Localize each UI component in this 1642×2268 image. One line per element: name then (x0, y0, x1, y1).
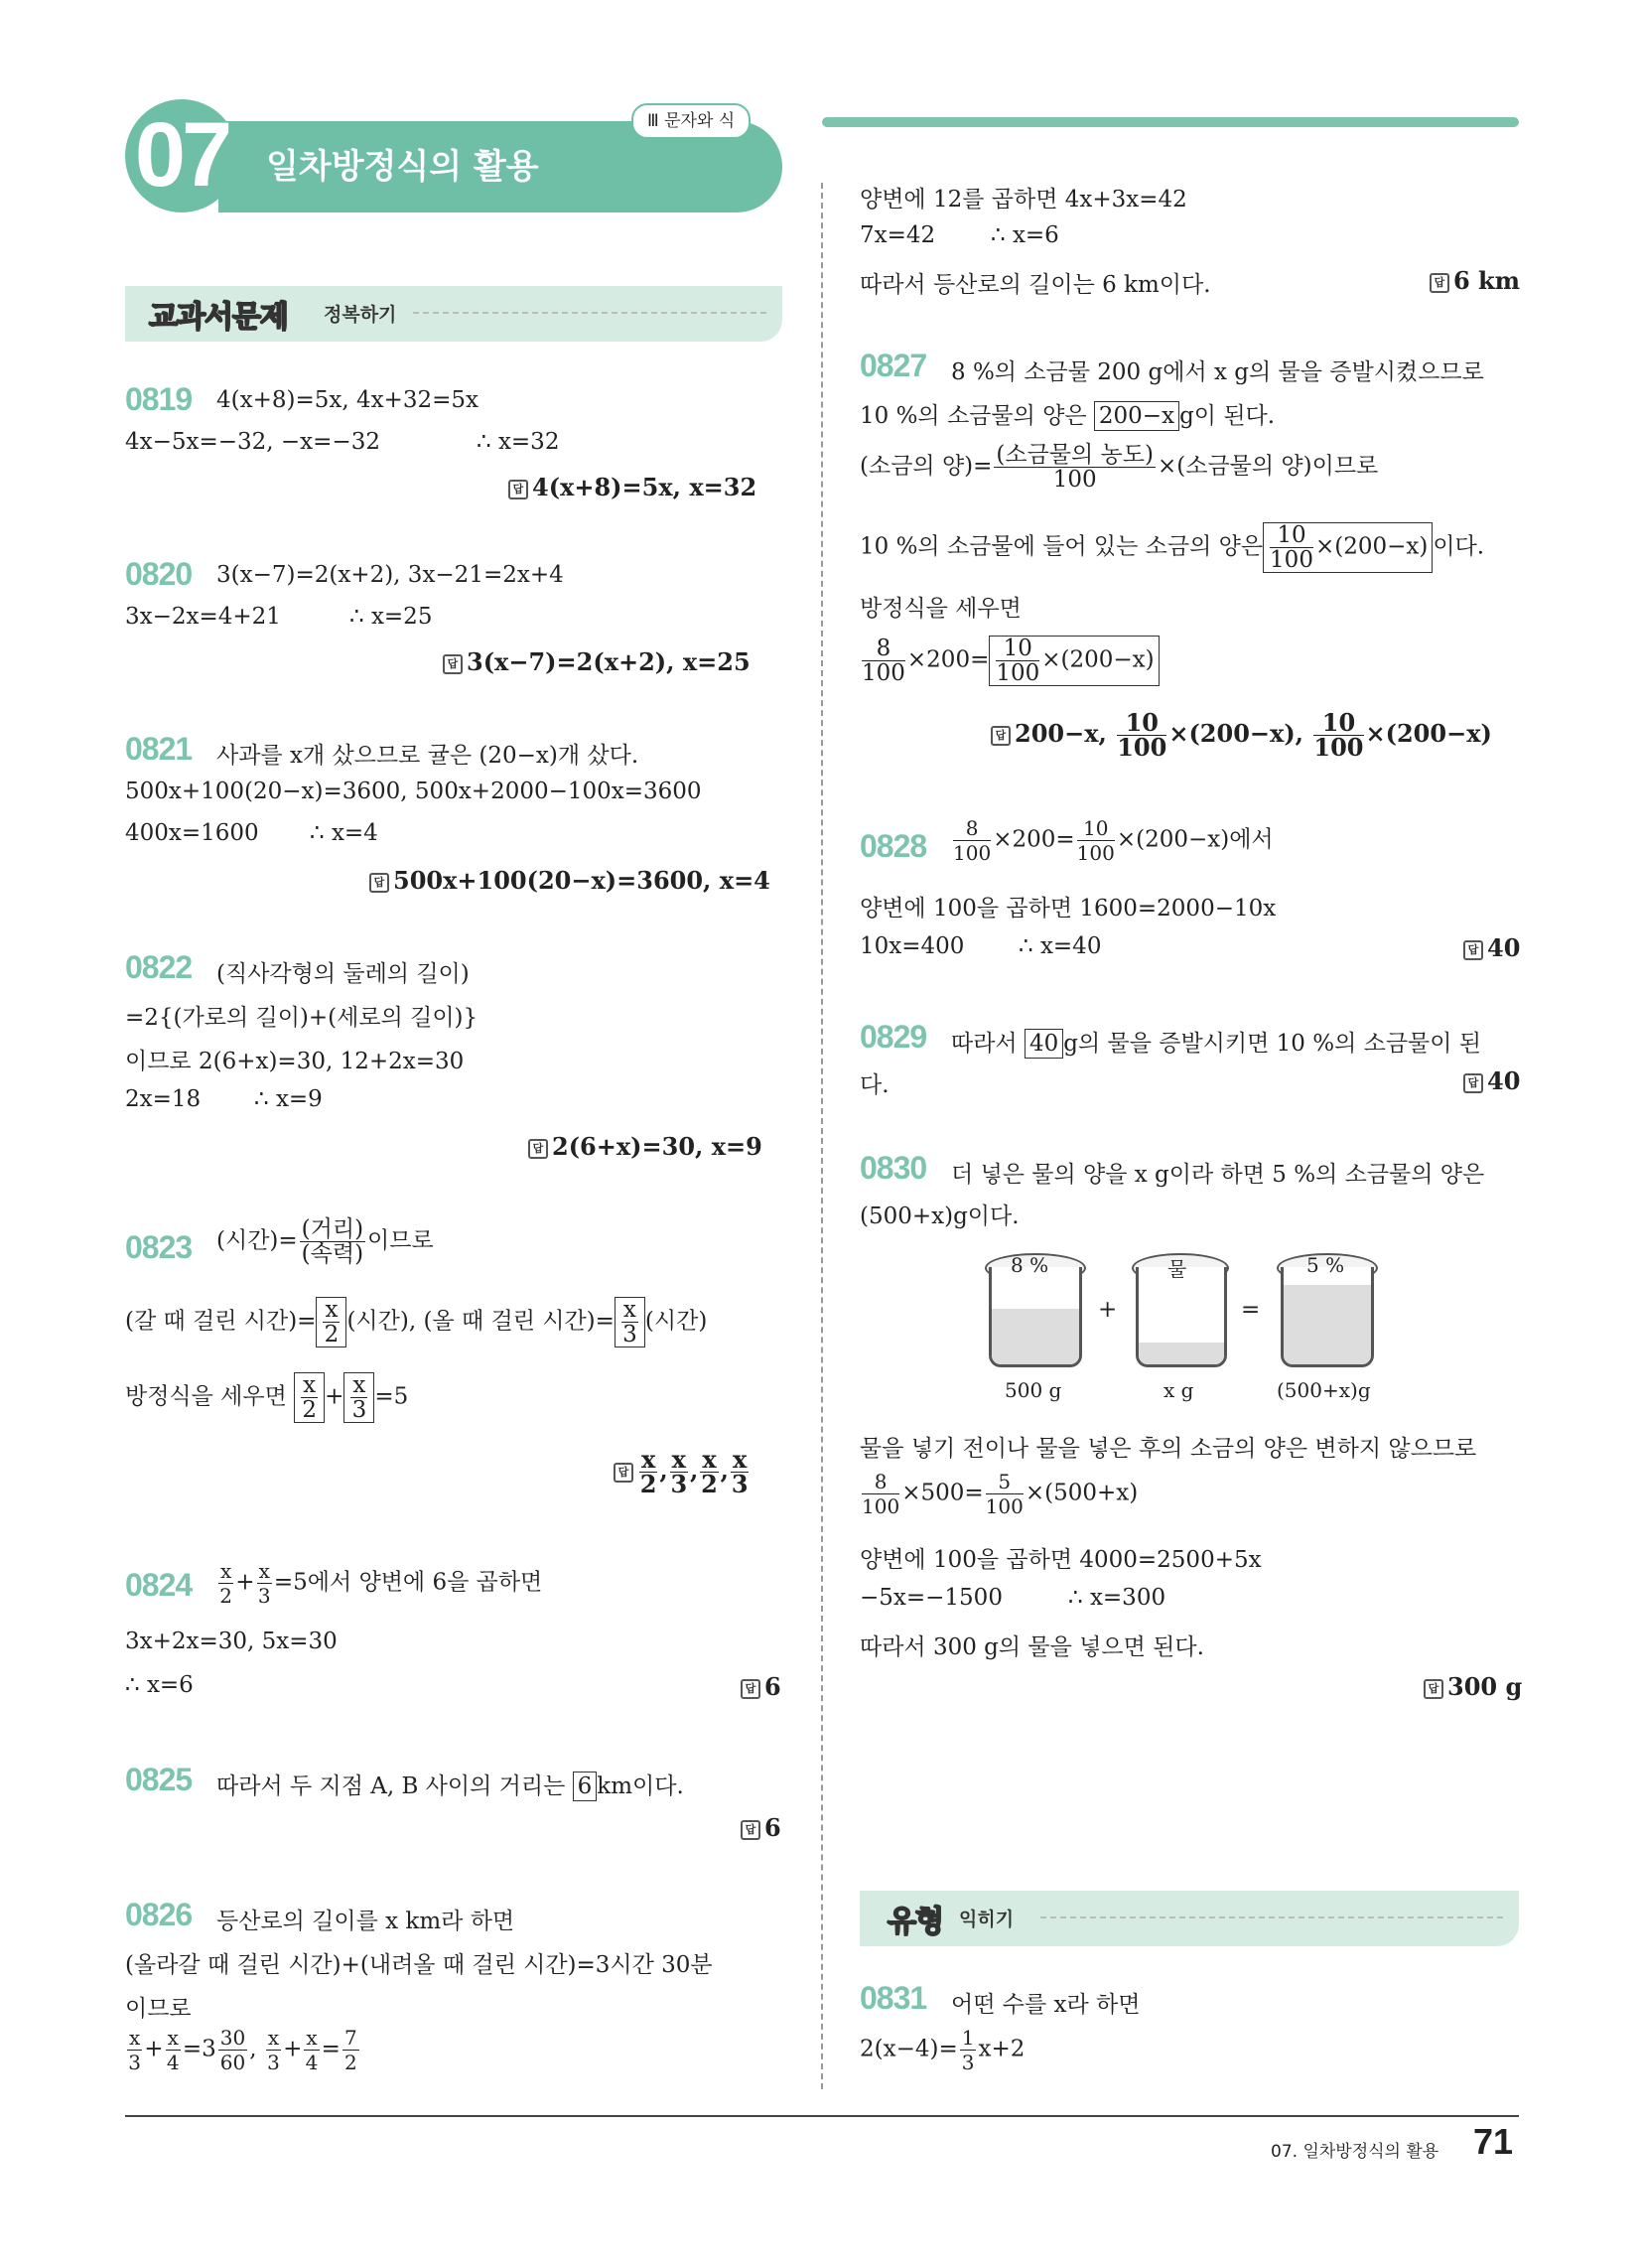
solution-line: $\frac{8}{100}$ ×200= $\frac{10}{100}$ ×(200−x) (860, 636, 1160, 686)
beaker-caption: x g (1163, 1378, 1194, 1402)
solution-line: 방정식을 세우면 (860, 596, 1022, 622)
answer-icon: 답 (1430, 273, 1449, 293)
solution-line: (시간)= $\frac{\text{(거리)}}{\text{(속력)}}$ 이므로 (216, 1216, 434, 1267)
solution-line: 4x−5x=−32, −x=−32 (125, 429, 380, 455)
answer-icon: 답 (1424, 1679, 1443, 1699)
answer-icon: 답 (741, 1820, 760, 1840)
solution-line: 등산로의 길이를 x km라 하면 (216, 1909, 515, 1934)
solution-line: 이므로 2(6+x)=30, 12+2x=30 (125, 1049, 465, 1074)
answer: 답 40 (1463, 933, 1520, 962)
solution-line: 따라서 두 지점 A, B 사이의 거리는 6 km이다. (216, 1773, 684, 1799)
solution-line: 방정식을 세우면 $\frac{x}{2}$ + $\frac{x}{3}$ =5 (125, 1372, 409, 1423)
problem-number: 0823 (125, 1229, 193, 1265)
type-section-subtitle: 익히기 (959, 1909, 1015, 1930)
beaker-caption: (500+x)g (1277, 1378, 1371, 1402)
solution-line: 500x+100(20−x)=3600, 500x+2000−100x=3600 (125, 779, 702, 804)
problem-number: 0825 (125, 1762, 193, 1797)
solution-line: ∴ x=6 (991, 222, 1059, 248)
problem-number: 0826 (125, 1897, 193, 1932)
answer-box: 40 (1025, 1029, 1063, 1059)
page-number: 71 (1473, 2121, 1514, 2162)
problem-number: 0819 (125, 381, 193, 417)
answer-icon: 답 (1463, 940, 1483, 960)
solution-line: 양변에 100을 곱하면 4000=2500+5x (860, 1547, 1262, 1573)
solution-line: 이므로 (125, 1996, 192, 2022)
answer: 답 500x+100(20−x)=3600, x=4 (369, 866, 770, 895)
solution-line: =2{(가로의 길이)+(세로의 길이)} (125, 1005, 479, 1031)
answer: 답 6 (741, 1813, 781, 1842)
answer-icon: 답 (991, 726, 1011, 746)
solution-line: (직사각형의 둘레의 길이) (216, 961, 470, 987)
solution-line: ∴ x=6 (125, 1672, 194, 1698)
solution-line: $\frac{8}{100}$ ×500= $\frac{5}{100}$ ×(500+x) (862, 1470, 1139, 1518)
answer: 답 40 (1463, 1066, 1520, 1095)
problem-number: 0828 (860, 828, 927, 864)
beaker-water (1136, 1267, 1227, 1367)
answer-box: $\frac{x}{2}$ (316, 1297, 346, 1347)
beaker-5-percent (1281, 1267, 1374, 1367)
solution-line: 사과를 x개 샀으므로 귤은 (20−x)개 샀다. (216, 743, 639, 769)
answer-box: $\frac{10}{100}$ ×(200−x) (1263, 522, 1433, 573)
answer-box: $\frac{x}{3}$ (343, 1372, 374, 1423)
answer-icon: 답 (741, 1679, 760, 1699)
solution-line: ∴ x=300 (1068, 1585, 1166, 1611)
problem-number: 0827 (860, 348, 927, 383)
solution-line: $\frac{x}{2}$ + $\frac{x}{3}$ =5에서 양변에 6을 곱하면 (219, 1559, 543, 1608)
answer: 답 6 (741, 1672, 781, 1701)
answer-icon: 답 (614, 1463, 633, 1483)
textbook-section-subtitle: 정복하기 (324, 304, 397, 326)
solution-line: 8 %의 소금물 200 g에서 x g의 물을 증발시켰으므로 (951, 359, 1484, 385)
solution-line: $\frac{8}{100}$ ×200= $\frac{10}{100}$ ×(200−x)에서 (953, 816, 1274, 865)
section-dash-line (1040, 1916, 1503, 1918)
problem-number: 0822 (125, 949, 193, 985)
plus-sign: + (1098, 1297, 1118, 1323)
equals-sign: = (1241, 1297, 1261, 1323)
answer: 답 6 km (1430, 266, 1520, 295)
solution-line: 다. (860, 1072, 889, 1098)
solution-line: 7x=42 (860, 222, 936, 248)
answer: 답 4(x+8)=5x, x=32 (508, 473, 756, 501)
solution-line: ∴ x=32 (477, 429, 560, 455)
solution-line: 양변에 100을 곱하면 1600=2000−10x (860, 896, 1277, 921)
solution-line: (올라갈 때 걸린 시간)+(내려올 때 걸린 시간)=3시간 30분 (125, 1952, 713, 1978)
solution-line: 10 %의 소금물의 양은 200−x g이 된다. (860, 403, 1276, 429)
solution-line: 따라서 300 g의 물을 넣으면 된다. (860, 1634, 1204, 1660)
answer: 답 2(6+x)=30, x=9 (528, 1132, 762, 1161)
solution-line: 따라서 등산로의 길이는 6 km이다. (860, 272, 1211, 298)
solution-line: ∴ x=9 (254, 1086, 323, 1112)
solution-line: 3(x−7)=2(x+2), 3x−21=2x+4 (216, 562, 564, 588)
textbook-section-title: 교과서문제 (149, 300, 288, 335)
answer-box: 200−x (1094, 401, 1179, 431)
solution-line: 양변에 12를 곱하면 4x+3x=42 (860, 187, 1187, 213)
answer: 답 $\frac{x}{2}$ , $\frac{x}{3}$ , $\frac{x}{2}$ , $\frac{x}{3}$ (614, 1448, 751, 1496)
top-rule (822, 117, 1519, 127)
answer: 답 200−x, $\frac{10}{100}$ ×(200−x), $\frac{10}{100}$ ×(200−x) (991, 711, 1492, 760)
answer-icon: 답 (1463, 1073, 1483, 1093)
answer-box: $\frac{x}{2}$ (294, 1372, 325, 1423)
answer-icon: 답 (369, 873, 389, 893)
solution-line: ∴ x=4 (310, 820, 378, 846)
column-divider (821, 183, 823, 2089)
solution-line: 따라서 40 g의 물을 증발시키면 10 %의 소금물이 된 (951, 1031, 1482, 1057)
solution-line: ∴ x=40 (1019, 933, 1102, 959)
solution-line: 10 %의 소금물에 들어 있는 소금의 양은 $\frac{10}{100}$ ×(200−x) 이다. (860, 522, 1485, 573)
problem-number: 0829 (860, 1019, 927, 1055)
solution-line: 400x=1600 (125, 820, 259, 846)
beaker-label: 5 % (1306, 1253, 1345, 1277)
solution-line: (500+x)g이다. (860, 1204, 1020, 1229)
beaker-caption: 500 g (1005, 1378, 1062, 1402)
problem-number: 0831 (860, 1980, 927, 2016)
solution-line: (갈 때 걸린 시간)= $\frac{x}{2}$ (시간), (올 때 걸린 시간)= $\frac{x}{3}$ (시간) (125, 1297, 708, 1347)
chapter-number: 07 (134, 104, 229, 206)
chapter-title: 일차방정식의 활용 (266, 147, 539, 187)
solution-line: 3x−2x=4+21 (125, 604, 281, 630)
problem-number: 0830 (860, 1150, 927, 1186)
answer-box: $\frac{x}{3}$ (615, 1297, 645, 1347)
solution-line: −5x=−1500 (860, 1585, 1003, 1611)
solution-line: 2x=18 (125, 1086, 202, 1112)
answer-icon: 답 (528, 1139, 548, 1159)
problem-number: 0824 (125, 1567, 193, 1603)
solution-line: 4(x+8)=5x, 4x+32=5x (216, 387, 479, 413)
unit-tag: Ⅲ 문자와 식 (631, 103, 751, 139)
solution-line: 물을 넣기 전이나 물을 넣은 후의 소금의 양은 변하지 않으므로 (860, 1436, 1477, 1462)
answer-box: $\frac{10}{100}$ ×(200−x) (989, 636, 1159, 686)
footer-chapter-label: 07. 일차방정식의 활용 (1271, 2142, 1439, 2162)
answer: 답 300 g (1424, 1672, 1522, 1701)
solution-line: 어떤 수를 x라 하면 (951, 1992, 1141, 2018)
section-dash-line (413, 312, 766, 314)
solution-line: $\frac{x}{3}$ + $\frac{x}{4}$ =3 $\frac{30}{60}$ , $\frac{x}{3}$ + $\frac{x}{4}$ = $\frac{7}{2}$ (128, 2026, 357, 2074)
solution-line: (소금의 양)= $\frac{\text{(소금물의 농도)}}{100}$ ×(소금물의 양)이므로 (860, 442, 1379, 493)
problem-number: 0820 (125, 556, 193, 592)
beaker-label: 물 (1167, 1257, 1187, 1281)
type-section-title: 유형 (888, 1905, 943, 1939)
solution-line: 2(x−4)= $\frac{1}{3}$ x+2 (860, 2026, 1026, 2074)
solution-line: 더 넣은 물의 양을 x g이라 하면 5 %의 소금물의 양은 (951, 1162, 1485, 1188)
answer-icon: 답 (443, 654, 463, 674)
beaker-label: 8 % (1011, 1253, 1049, 1277)
answer-icon: 답 (508, 480, 528, 499)
solution-line: 3x+2x=30, 5x=30 (125, 1629, 338, 1654)
bottom-rule (125, 2115, 1519, 2117)
answer-box: 6 (573, 1772, 598, 1801)
beaker-8-percent (989, 1267, 1082, 1367)
answer: 답 3(x−7)=2(x+2), x=25 (443, 647, 751, 676)
solution-line: 10x=400 (860, 933, 965, 959)
problem-number: 0821 (125, 731, 193, 767)
solution-line: ∴ x=25 (349, 604, 433, 630)
